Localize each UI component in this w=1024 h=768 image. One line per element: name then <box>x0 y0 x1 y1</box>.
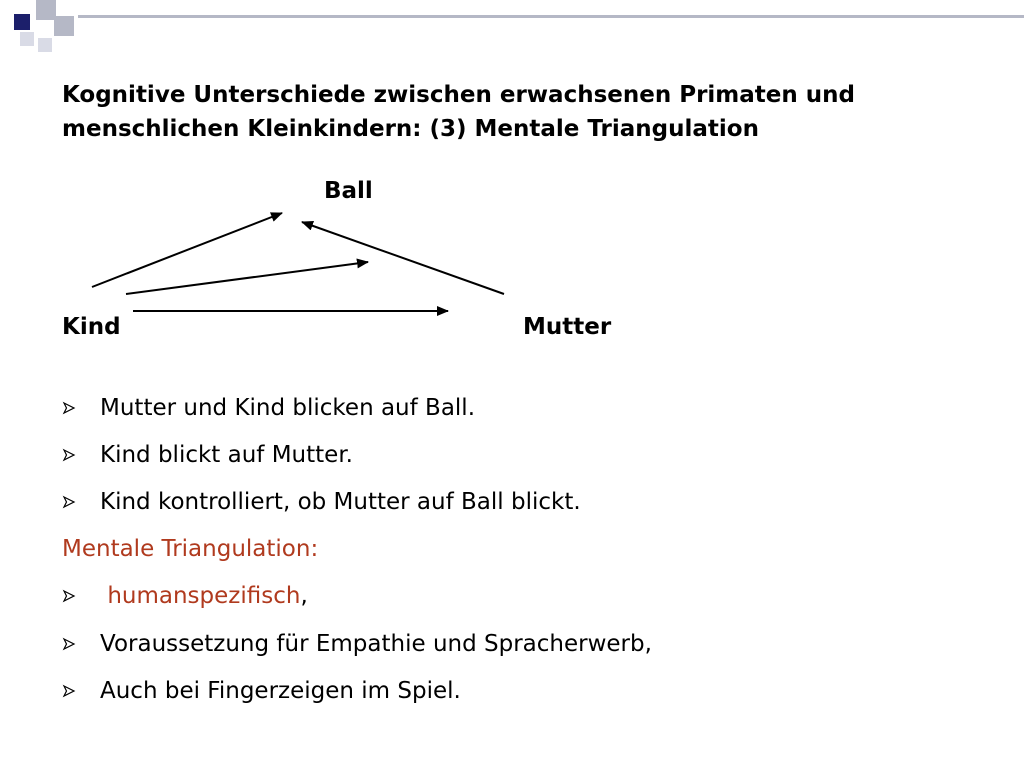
bullet-text: Kind kontrolliert, ob Mutter auf Ball blickt. <box>100 488 581 515</box>
arrow-bullet-icon <box>62 448 100 462</box>
arrow-bullet-icon <box>62 589 100 603</box>
bullet-list <box>62 384 652 714</box>
bullet-text: Auch bei Fingerzeigen im Spiel. <box>100 677 461 704</box>
section-heading: Mentale Triangulation: <box>62 536 319 563</box>
list-item <box>62 667 652 714</box>
arrow-kind-to-ball <box>92 213 282 287</box>
arrow-mutter-to-ball <box>302 222 504 294</box>
list-heading <box>62 526 652 573</box>
slide-title-line-1: Kognitive Unterschiede zwischen erwachsenen Primaten und <box>62 82 855 108</box>
list-item <box>62 620 652 667</box>
node-ball: Ball <box>324 178 373 204</box>
arrow-bullet-icon <box>62 401 100 415</box>
list-item <box>62 431 652 478</box>
list-item <box>62 573 652 620</box>
list-item <box>62 384 652 431</box>
arrow-kind-to-ball-check <box>126 262 368 294</box>
node-mutter: Mutter <box>523 314 612 340</box>
arrow-bullet-icon <box>62 495 100 509</box>
slide-title-line-2: menschlichen Kleinkindern: (3) Mentale Triangulation <box>62 116 759 142</box>
bullet-text: Mutter und Kind blicken auf Ball. <box>100 394 476 421</box>
bullet-text: Voraussetzung für Empathie und Spracherwerb, <box>100 630 652 657</box>
highlight-text: humanspezifisch <box>107 583 301 610</box>
bullet-text: Kind blickt auf Mutter. <box>100 441 353 468</box>
node-kind: Kind <box>62 314 121 340</box>
list-item <box>62 478 652 525</box>
arrow-bullet-icon <box>62 637 100 651</box>
highlight-suffix: , <box>300 583 308 610</box>
arrow-bullet-icon <box>62 684 100 698</box>
